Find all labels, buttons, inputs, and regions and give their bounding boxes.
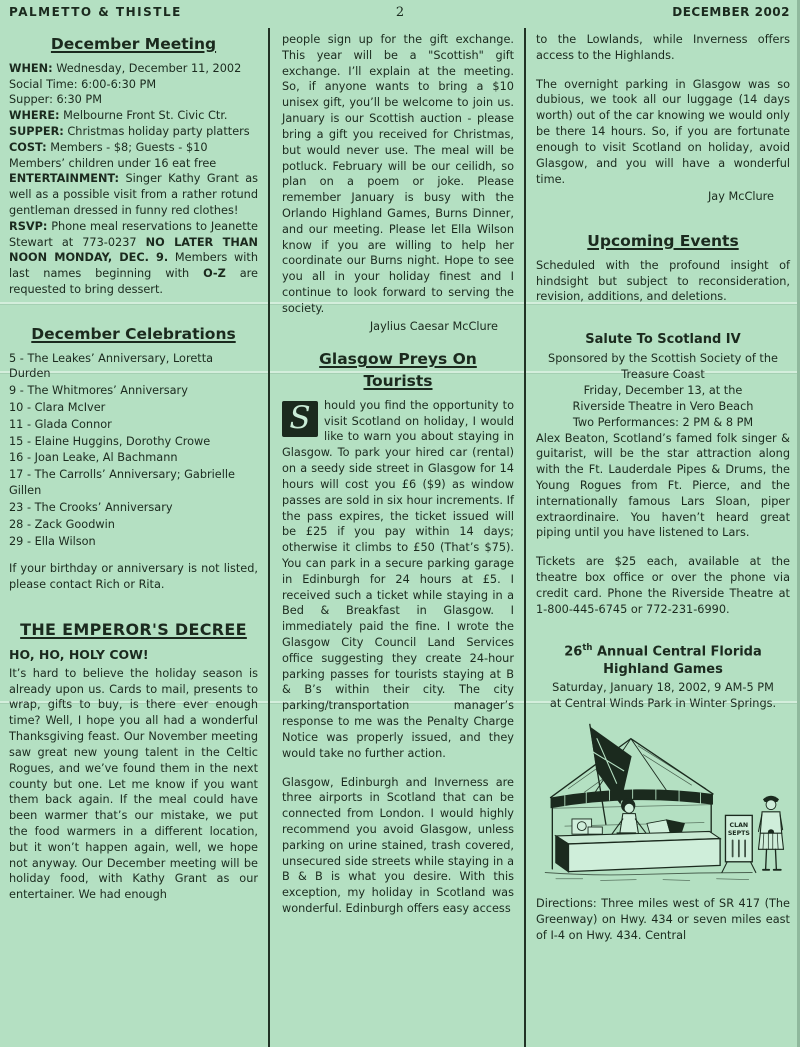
salute-detail-line: Two Performances: 2 PM & 8 PM xyxy=(572,415,754,429)
signature-jay-mcclure: Jay McClure xyxy=(707,190,774,204)
highland-games-tent-drawing xyxy=(538,719,788,885)
section-title-glasgow-preys: Glasgow Preys On Tourists xyxy=(319,350,477,391)
spacer xyxy=(282,334,514,347)
spacer xyxy=(9,298,258,322)
games-detail-line: at Central Winds Park in Winter Springs. xyxy=(549,696,777,710)
page-header xyxy=(0,5,800,27)
celebration-item: 11 - Glada Connor xyxy=(9,417,112,431)
spacer xyxy=(536,541,790,554)
upcoming-events-intro: Scheduled with the profound insight of hindsight but subject to reconsideration, revision, additions, and deletions. xyxy=(536,258,790,304)
event-title-highland-games: 26th Annual Central Florida Highland Games xyxy=(564,643,762,678)
glasgow-paragraph-2: Glasgow, Edinburgh and Inverness are three airports in Scotland that can be connected from London. I would highly recommend you avoid Glasgow, unless parking on urine stained, trash covered, unsecured side streets while staying in a B & B is what you desire. With this exception, my holiday in Scotland was wonderful. Edinburgh offers easy access xyxy=(282,775,514,915)
salute-detail-line: Riverside Theatre in Vero Beach xyxy=(572,399,754,413)
salute-body-paragraph: Alex Beaton, Scotland’s famed folk singer & guitarist, will be the star attraction along with the Ft. Lauderdale Pipes & Drums, the Young Rogues from Ft. Pierce, and the internationally famous Lars Sloan, piper extraordinaire. You haven’t heard great piping until you have listened to Lars. xyxy=(536,431,790,540)
tent-illustration xyxy=(538,719,788,890)
salute-detail-line: Friday, December 13, at the xyxy=(583,384,743,398)
ordinal-superscript: th xyxy=(582,643,593,654)
glasgow-paragraph-1: S hould you find the opportunity to visit Scotland on holiday, I would like to warn you about staying in Glasgow. To park your hired car (rental) on a seedy side street in Glasgow for 14 hours will cost you £6 ($9) as window passes are sold in six hour increments. If the pass expires, the ticket issued will be £25 if you pay within 14 days; otherwise it climbs to £50 (That’s $75). You can park in a secure parking garage in Edinburgh for 24 hours at £5. I received such a ticket while staying in a Bed & Breakfast in Glasgow. I immediately paid the fine. I wrote the Glasgow City Council Land Services office suggesting they create 24-hour parking passes for tourists staying at B & B’s within their city. The city parking/transportation manager’s response to me was the Penalty Charge Notice was properly issued, and they would take no further action. xyxy=(282,398,514,760)
celebrations-list xyxy=(9,351,258,550)
games-detail-line: Saturday, January 18, 2002, 9 AM-5 PM xyxy=(552,680,774,694)
meeting-info-line: Supper: 6:30 PM xyxy=(9,93,102,107)
overnight-parking-paragraph: The overnight parking in Glasgow was so dubious, we took all our luggage (14 days worth) out of the car knowing we would only be there 14 hours. So, if you are fortunate enough to visit Scotland on holiday, avoid Glasgow, and you will have a wonderful time. xyxy=(536,77,790,186)
column-3 xyxy=(526,28,800,1047)
meeting-info-line: WHEN: Wednesday, December 11, 2002 xyxy=(9,61,242,75)
emperor-body-paragraph: It’s hard to believe the holiday season is already upon us. Cards to mail, presents to wrap, gifts to buy, is there ever enough time? Well, I hope you all had a wonderful Thanksgiving feast. Our November meeting saw great new young talent in the Celtic Rogues, and we’ve found them in the next county but one. Let me know if you want them back again. If the meal could have been warmer that’s our mistake, we put the food warmers in a different location, but it won’t happen again, well, we hope not anyway. Our December meeting will be holiday food, with Kathy Grant as our entertainer. We had enough xyxy=(9,666,258,902)
clan-septs-sign-line-2: SEPTS xyxy=(727,830,750,838)
section-title-upcoming-events: Upcoming Events xyxy=(587,232,739,251)
masthead-title: PALMETTO & THISTLE xyxy=(9,5,182,19)
celebration-item: 29 - Ella Wilson xyxy=(9,534,96,548)
salute-detail-line: Sponsored by the Scottish Society of the Treasure Coast xyxy=(548,352,778,382)
spacer xyxy=(536,617,790,641)
clan-septs-sign-line-1: CLAN xyxy=(729,822,749,830)
meeting-info-line: WHERE: Melbourne Front St. Civic Ctr. xyxy=(9,109,228,123)
celebration-item: 28 - Zack Goodwin xyxy=(9,517,115,531)
page-number: 2 xyxy=(395,5,405,20)
celebration-item: 9 - The Whitmores’ Anniversary xyxy=(9,384,188,398)
meeting-info-line: Social Time: 6:00-6:30 PM xyxy=(9,77,157,91)
celebration-item: 15 - Elaine Huggins, Dorothy Crowe xyxy=(9,434,211,448)
spacer xyxy=(536,64,790,77)
meeting-info-line: Members’ children under 16 eat free xyxy=(9,156,217,170)
spacer xyxy=(536,305,790,329)
emperor-subtitle: HO, HO, HOLY COW! xyxy=(9,647,149,663)
section-title-emperors-decree: THE EMPEROR'S DECREE xyxy=(20,619,247,639)
emperor-continuation-paragraph: people sign up for the gift exchange. This year will be a "Scottish" gift exchange. I’ll explain at the meeting. So, if anyone wants to bring a $10 unisex gift, you’ll be welcome to join us. January is our Scottish auction - please bring a gift you received for Christmas, but would never use. The meal will be potluck. February will be our ceilidh, so plan on a poem or joke. Please remember January is busy with the Orlando Highland Games, Burns Dinner, and our meeting. Please let Ella Wilson know if you are willing to help her coordinate our Burns night. Hope to see you all in your holiday finest and I continue to look forward to serving the society. xyxy=(282,33,514,315)
celebration-item: 23 - The Crooks’ Anniversary xyxy=(9,500,173,514)
celebration-item: 5 - The Leakes’ Anniversary, Loretta Durden xyxy=(9,351,214,381)
event-title-salute-to-scotland: Salute To Scotland IV xyxy=(585,332,741,348)
signature-jaylius: Jaylius Caesar McClure xyxy=(369,319,498,333)
column-1 xyxy=(0,28,268,1047)
meeting-rsvp-paragraph: RSVP: Phone meal reservations to Jeanette Stewart at 773-0237 NO LATER THAN NOON MONDAY, DEC. 9. Members with last names beginning with O-Z are requested to bring dessert. xyxy=(9,219,258,297)
section-title-december-meeting: December Meeting xyxy=(50,35,217,53)
celebration-item: 16 - Joan Leake, Al Bachmann xyxy=(9,451,178,465)
ornate-dropcap-s: S xyxy=(282,401,318,437)
column-2 xyxy=(268,28,526,1047)
celebration-item: 10 - Clara McIver xyxy=(9,401,106,414)
meeting-entertainment-paragraph: ENTERTAINMENT: Singer Kathy Grant as well as a possible visit from a rather rotund gentleman dressed in funny red clothes! xyxy=(9,172,259,217)
meeting-info-line: COST: Members - $8; Guests - $10 xyxy=(9,140,208,154)
spacer xyxy=(9,593,258,617)
columns xyxy=(0,28,800,1047)
glasgow-continuation-paragraph: to the Lowlands, while Inverness offers access to the Highlands. xyxy=(536,33,790,62)
spacer xyxy=(536,205,790,229)
spacer xyxy=(282,762,514,775)
celebrations-note: If your birthday or anniversary is not listed, please contact Rich or Rita. xyxy=(9,562,258,592)
tickets-paragraph: Tickets are $25 each, available at the theatre box office or over the phone via credit card. Phone the Riverside Theatre at 1-800-445-6745 or 772-231-6990. xyxy=(536,555,790,616)
directions-paragraph: Directions: Three miles west of SR 417 (The Greenway) on Hwy. 434 or seven miles east of I-4 on Hwy. 434. Central xyxy=(536,897,790,942)
celebration-item: 17 - The Carrolls’ Anniversary; Gabrielle Gillen xyxy=(9,468,235,498)
meeting-info-line: SUPPER: Christmas holiday party platters xyxy=(9,124,250,138)
issue-date: DECEMBER 2002 xyxy=(672,5,790,19)
section-title-december-celebrations: December Celebrations xyxy=(31,324,236,343)
